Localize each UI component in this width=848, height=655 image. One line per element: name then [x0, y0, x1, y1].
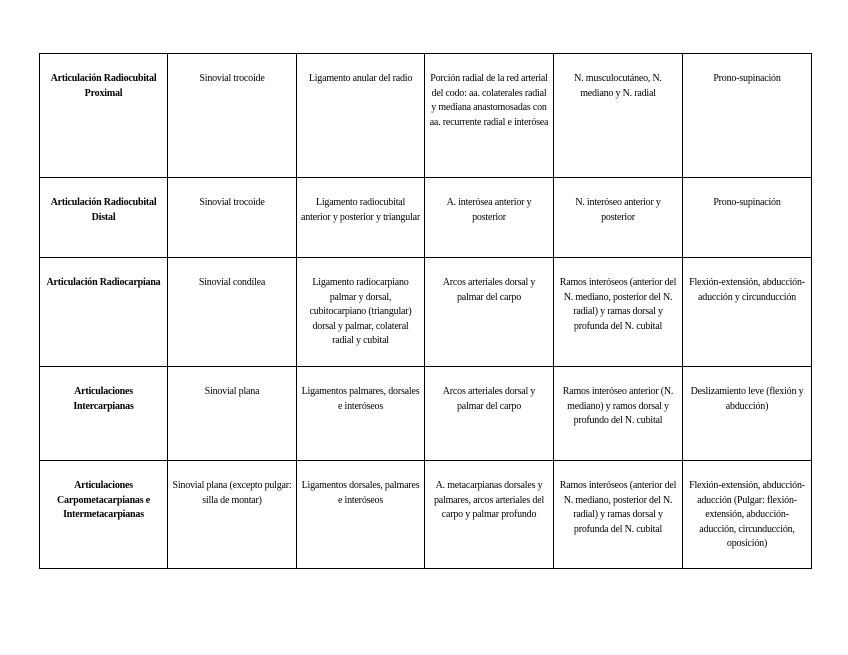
- ligaments-cell: Ligamento radiocarpiano palmar y dorsal, cubitocarpiano (triangular) dorsal y palmar, colateral radial y cubital: [297, 258, 425, 367]
- table-row: [40, 178, 812, 258]
- ligaments-cell: Ligamentos dorsales, palmares e interóseos: [297, 461, 425, 569]
- movement-cell: Prono-supinación: [683, 178, 812, 258]
- innervation-cell: N. interóseo anterior y posterior: [554, 178, 683, 258]
- joint-type-cell: Sinovial plana: [168, 367, 297, 461]
- movement-cell: Prono-supinación: [683, 54, 812, 178]
- ligaments-cell: Ligamento anular del radio: [297, 54, 425, 178]
- joint-type-cell: Sinovial plana (excepto pulgar: silla de montar): [168, 461, 297, 569]
- movement-cell: Deslizamiento leve (flexión y abducción): [683, 367, 812, 461]
- table-row: [40, 54, 812, 178]
- irrigation-cell: A. interósea anterior y posterior: [425, 178, 554, 258]
- innervation-cell: Ramos interóseos (anterior del N. mediano, posterior del N. radial) y ramas dorsal y profunda del N. cubital: [554, 258, 683, 367]
- joint-type-cell: Sinovial trocoide: [168, 178, 297, 258]
- ligaments-cell: Ligamento radiocubital anterior y posterior y triangular: [297, 178, 425, 258]
- innervation-cell: N. musculocutáneo, N. mediano y N. radial: [554, 54, 683, 178]
- irrigation-cell: Arcos arteriales dorsal y palmar del carpo: [425, 258, 554, 367]
- irrigation-cell: A. metacarpianas dorsales y palmares, arcos arteriales del carpo y palmar profundo: [425, 461, 554, 569]
- movement-cell: Flexión-extensión, abducción-aducción (Pulgar: flexión-extensión, abducción-aducción, circunducción, oposición): [683, 461, 812, 569]
- irrigation-cell: Arcos arteriales dorsal y palmar del carpo: [425, 367, 554, 461]
- irrigation-cell: Porción radial de la red arterial del codo: aa. colaterales radial y mediana anastomosadas con aa. recurrente radial e interósea: [425, 54, 554, 178]
- joint-name-cell: Articulaciones Intercarpianas: [40, 367, 168, 461]
- table-row: [40, 258, 812, 367]
- table-row: [40, 461, 812, 569]
- innervation-cell: Ramos interóseo anterior (N. mediano) y ramos dorsal y profundo del N. cubital: [554, 367, 683, 461]
- joint-name-cell: Articulaciones Carpometacarpianas e Intermetacarpianas: [40, 461, 168, 569]
- movement-cell: Flexión-extensión, abducción-aducción y circunducción: [683, 258, 812, 367]
- joint-type-cell: Sinovial trocoide: [168, 54, 297, 178]
- joint-type-cell: Sinovial condílea: [168, 258, 297, 367]
- table-row: [40, 367, 812, 461]
- joint-name-cell: Articulación Radiocubital Distal: [40, 178, 168, 258]
- ligaments-cell: Ligamentos palmares, dorsales e interóseos: [297, 367, 425, 461]
- joints-table: [39, 53, 812, 569]
- joint-name-cell: Articulación Radiocubital Proximal: [40, 54, 168, 178]
- innervation-cell: Ramos interóseos (anterior del N. mediano, posterior del N. radial) y ramas dorsal y profunda del N. cubital: [554, 461, 683, 569]
- joint-name-cell: Articulación Radiocarpiana: [40, 258, 168, 367]
